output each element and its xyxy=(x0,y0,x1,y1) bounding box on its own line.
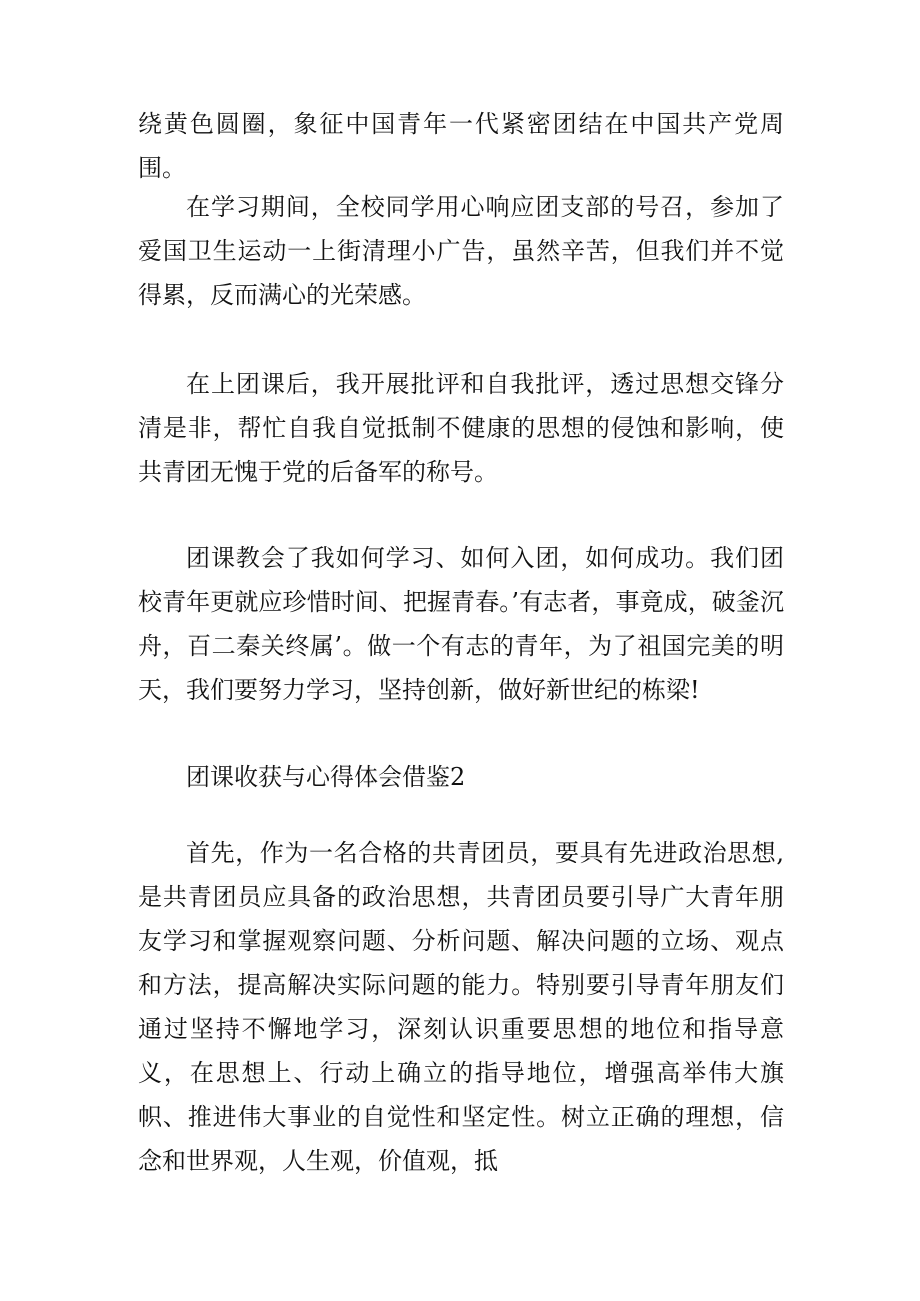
paragraph-study-period: 在学习期间，全校同学用心响应团支部的号召，参加了爱国卫生运动一上街清理小广告，虽然辛苦，但我们并不觉得累，反而满心的光荣感。 xyxy=(138,193,784,309)
paragraph-lessons-learned: 团课教会了我如何学习、如何入团，如何成功。我们团校青年更就应珍惜时间、把握青春。’有志者，事竟成，破釜沉舟，百二秦关终属’。做一个有志的青年，为了祖国完美的明天，我们要努力学习，坚持创新，做好新世纪的栋梁! xyxy=(138,544,784,704)
paragraph-section-body: 首先，作为一名合格的共青团员，要具有先进政治思想,是共青团员应具备的政治思想，共青团员要引导广大青年朋友学习和掌握观察问题、分析问题、解决问题的立场、观点和方法，提高解决实际问题的能力。特别要引导青年朋友们通过坚持不懈地学习，深刻认识重要思想的地位和指导意义，在思想上、行动上确立的指导地位，增强高举伟大旗帜、推进伟大事业的自觉性和坚定性。树立正确的理想，信念和世界观，人生观，价值观，抵 xyxy=(138,839,784,1175)
paragraph-continued: 绕黄色圆圈，象征中国青年一代紧密团结在中国共产党周围。 xyxy=(138,110,784,182)
section-heading: 团课收获与心得体会借鉴2 xyxy=(186,763,466,791)
paragraph-after-class: 在上团课后，我开展批评和自我批评，透过思想交锋分清是非，帮忙自我自觉抵制不健康的思想的侵蚀和影响，使共青团无愧于党的后备军的称号。 xyxy=(138,370,784,486)
